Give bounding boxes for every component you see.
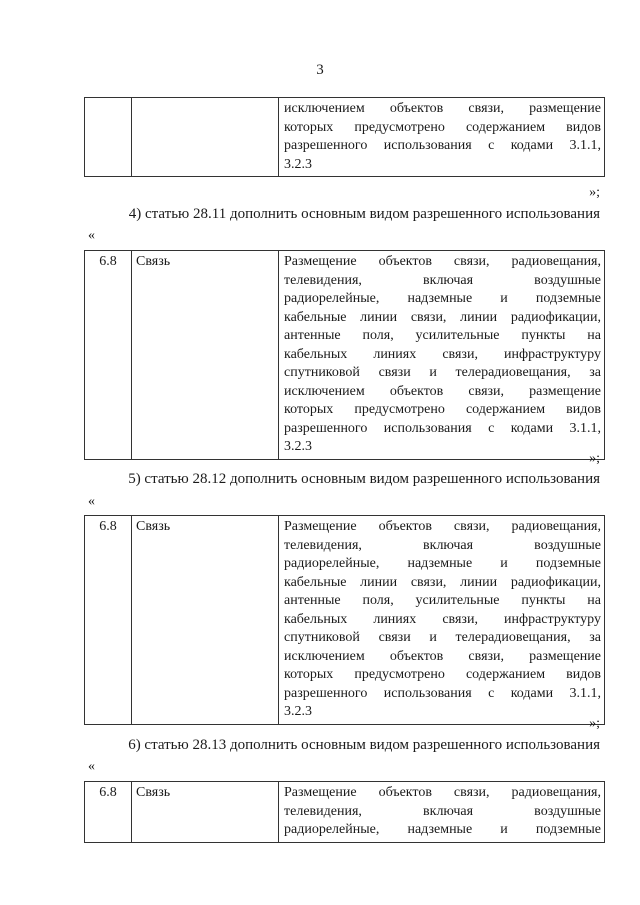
closing-quote: »; bbox=[589, 451, 600, 466]
description-line: 3.2.3 bbox=[284, 439, 312, 454]
description-line: которых предусмотрено содержанием видов bbox=[284, 119, 601, 135]
opening-quote: « bbox=[88, 228, 95, 243]
closing-quote: »; bbox=[589, 716, 600, 731]
description-line: радиорелейные, надземные и подземные bbox=[284, 556, 601, 571]
description-line: спутниковой связи и телерадиовещания, за bbox=[284, 630, 601, 645]
description-line: 3.2.3 bbox=[284, 704, 312, 719]
description-line: спутниковой связи и телерадиовещания, за bbox=[284, 365, 601, 380]
description-line: Размещение объектов связи, радиовещания, bbox=[284, 519, 601, 534]
description-line: разрешенного использования с кодами 3.1.1, bbox=[284, 685, 601, 701]
description-line: которых предусмотрено содержанием видов bbox=[284, 667, 601, 682]
instruction-6: 6) статью 28.13 дополнить основным видом разрешенного использования bbox=[128, 737, 600, 753]
description-line: антенные поля, усилительные пункты на bbox=[284, 593, 601, 608]
code-cell: 6.8 bbox=[85, 251, 132, 460]
name-cell: Связь bbox=[132, 251, 279, 460]
description-line: исключением объектов связи, размещение bbox=[284, 101, 601, 116]
opening-quote: « bbox=[88, 759, 95, 774]
description-line: исключением объектов связи, размещение bbox=[284, 383, 601, 399]
name-cell bbox=[132, 98, 279, 177]
description-line: 3.2.3 bbox=[284, 156, 312, 172]
description-cell bbox=[279, 98, 605, 177]
table-row bbox=[85, 98, 605, 177]
description-cell bbox=[279, 516, 605, 725]
description-cell bbox=[279, 782, 605, 843]
instruction-4: 4) статью 28.11 дополнить основным видом разрешенного использования bbox=[128, 206, 600, 222]
name-cell: Связь bbox=[132, 782, 279, 843]
description-line: кабельных линиях связи, инфраструктуру bbox=[284, 346, 601, 362]
closing-quote: »; bbox=[589, 185, 600, 200]
code-cell bbox=[85, 98, 132, 177]
description-line: которых предусмотрено содержанием видов bbox=[284, 402, 601, 417]
table-row bbox=[85, 782, 605, 843]
description-line: радиорелейные, надземные и подземные bbox=[284, 291, 601, 306]
description-line: кабельных линиях связи, инфраструктуру bbox=[284, 611, 601, 627]
description-line: Размещение объектов связи, радиовещания, bbox=[284, 785, 601, 800]
land-use-table-28-11 bbox=[84, 250, 605, 460]
description-line: кабельные линии связи, линии радиофикации, bbox=[284, 309, 601, 325]
description-line: антенные поля, усилительные пункты на bbox=[284, 328, 601, 343]
code-cell: 6.8 bbox=[85, 782, 132, 843]
land-use-table-continued bbox=[84, 97, 605, 177]
description-line: исключением объектов связи, размещение bbox=[284, 648, 601, 664]
description-line: Размещение объектов связи, радиовещания, bbox=[284, 254, 601, 269]
land-use-table-28-13 bbox=[84, 781, 605, 843]
table-row bbox=[85, 516, 605, 725]
description-line: разрешенного использования с кодами 3.1.1, bbox=[284, 138, 601, 153]
name-cell: Связь bbox=[132, 516, 279, 725]
code-cell: 6.8 bbox=[85, 516, 132, 725]
description-line: кабельные линии связи, линии радиофикации, bbox=[284, 574, 601, 590]
instruction-5: 5) статью 28.12 дополнить основным видом разрешенного использования bbox=[128, 471, 600, 487]
description-line: радиорелейные, надземные и подземные bbox=[284, 822, 601, 837]
opening-quote: « bbox=[88, 494, 95, 509]
description-line: телевидения, включая воздушные bbox=[284, 272, 601, 288]
description-cell bbox=[279, 251, 605, 460]
description-line: телевидения, включая воздушные bbox=[284, 537, 601, 553]
description-line: телевидения, включая воздушные bbox=[284, 803, 601, 819]
table-row bbox=[85, 251, 605, 460]
land-use-table-28-12 bbox=[84, 515, 605, 725]
description-line: разрешенного использования с кодами 3.1.1, bbox=[284, 420, 601, 436]
page-number: 3 bbox=[316, 62, 324, 78]
